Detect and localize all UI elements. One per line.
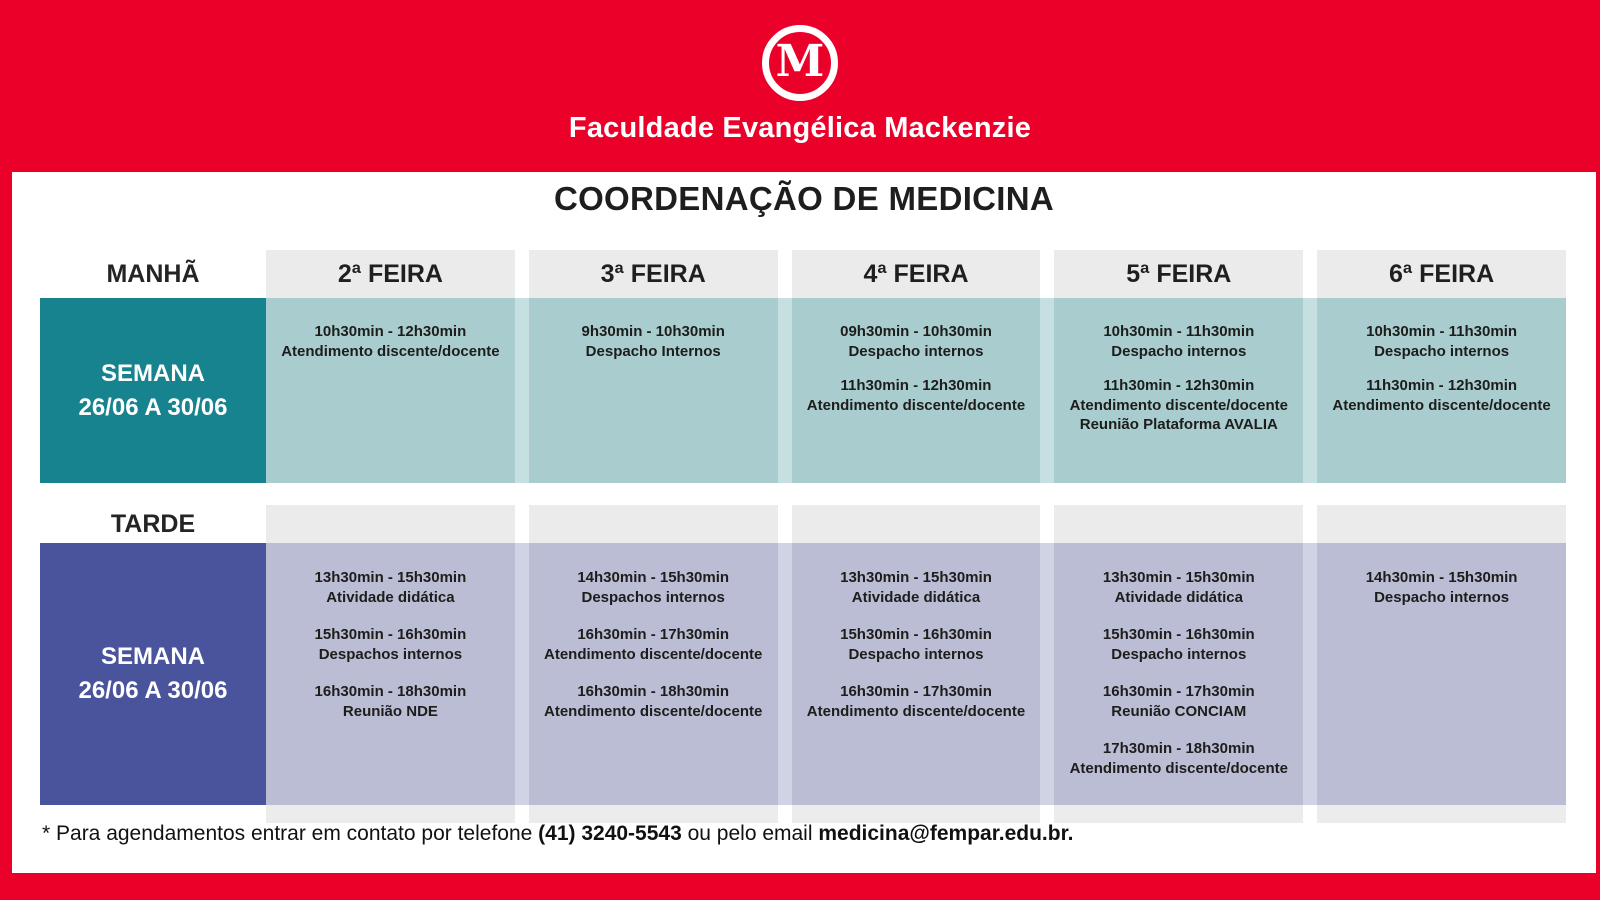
afternoon-header-row xyxy=(40,505,1566,543)
schedule-block xyxy=(266,568,515,607)
activity-label: Atendimento discente/docente xyxy=(544,702,763,720)
mackenzie-logo-icon xyxy=(762,25,838,101)
activity-label: Atendimento discente/docente xyxy=(1069,759,1288,777)
schedule-block xyxy=(266,682,515,721)
schedule-table xyxy=(40,250,1566,823)
empty-footer-strip xyxy=(529,805,778,823)
activity-label: Reunião CONCIAM xyxy=(1111,702,1247,720)
time-range: 15h30min - 16h30min xyxy=(840,626,992,643)
footnote-text: ou pelo email xyxy=(681,822,819,845)
day-header-friday: 6ª FEIRA xyxy=(1317,250,1566,298)
logo-letter: M xyxy=(775,35,825,87)
time-range: 15h30min - 16h30min xyxy=(1102,626,1255,643)
activity-label: Atendimento discente/docente xyxy=(806,702,1026,720)
time-range: 16h30min - 17h30min xyxy=(840,683,992,700)
activity-label: Atendimento discente/docente xyxy=(544,645,763,663)
time-range: 16h30min - 18h30min xyxy=(314,683,467,700)
page-title: COORDENAÇÃO DE MEDICINA xyxy=(553,180,1055,217)
period-label-afternoon: TARDE xyxy=(110,509,196,538)
time-range: 11h30min - 12h30min xyxy=(1103,377,1255,394)
time-range: 14h30min - 15h30min xyxy=(1365,569,1518,586)
institution-name: Faculdade Evangélica Mackenzie xyxy=(568,112,1032,144)
activity-label: Atendimento discente/docente xyxy=(1069,396,1288,414)
schedule-block xyxy=(792,682,1041,721)
schedule-block xyxy=(529,322,778,361)
time-range: 16h30min - 18h30min xyxy=(577,683,730,700)
schedule-cell xyxy=(266,298,515,483)
schedule-block xyxy=(1317,322,1566,361)
activity-label: Atendimento discente/docente xyxy=(281,342,500,360)
time-range: 17h30min - 18h30min xyxy=(1102,740,1255,757)
week-label-line: SEMANA xyxy=(100,359,205,387)
phone-number: (41) 3240-5543 xyxy=(538,822,682,845)
schedule-block xyxy=(792,568,1041,607)
time-range: 10h30min - 11h30min xyxy=(1366,323,1518,340)
empty-label-strip xyxy=(40,805,266,823)
schedule-block xyxy=(1054,682,1303,721)
schedule-cell xyxy=(1303,543,1566,805)
morning-header-row xyxy=(40,250,1566,298)
schedule-cell xyxy=(778,543,1041,805)
activity-label: Despacho internos xyxy=(1374,342,1510,360)
time-range: 13h30min - 15h30min xyxy=(314,569,467,586)
morning-row xyxy=(40,298,1566,483)
schedule-cell xyxy=(778,298,1041,483)
content-panel xyxy=(12,172,1596,873)
empty-footer-strip xyxy=(1317,805,1566,823)
schedule-cell xyxy=(266,543,515,805)
schedule-block xyxy=(1054,625,1303,664)
time-range: 10h30min - 11h30min xyxy=(1103,323,1255,340)
schedule-cell xyxy=(515,543,778,805)
time-range: 14h30min - 15h30min xyxy=(577,569,730,586)
schedule-block xyxy=(529,568,778,607)
activity-label: Atividade didática xyxy=(326,588,455,606)
schedule-block xyxy=(792,376,1041,415)
schedule-block xyxy=(1317,376,1566,415)
footnote-text: * Para agendamentos entrar em contato por telefone xyxy=(42,822,539,845)
empty-header-strip xyxy=(1317,505,1566,543)
schedule-block xyxy=(1054,739,1303,778)
footnote xyxy=(42,822,1073,846)
empty-header-strip xyxy=(792,505,1041,543)
activity-label: Atividade didática xyxy=(851,588,981,606)
activity-label: Reunião Plataforma AVALIA xyxy=(1079,416,1278,433)
bottom-strip-row xyxy=(40,805,1566,823)
day-header-wednesday: 4ª FEIRA xyxy=(792,250,1041,298)
activity-label: Despacho internos xyxy=(848,342,984,360)
empty-header-strip xyxy=(529,505,778,543)
activity-label: Despacho internos xyxy=(1374,588,1510,606)
schedule-cell xyxy=(1040,298,1303,483)
week-label-line: 26/06 A 30/06 xyxy=(78,677,228,704)
empty-footer-strip xyxy=(792,805,1041,823)
activity-label: Atividade didática xyxy=(1114,588,1243,606)
week-label-morning xyxy=(40,298,266,483)
time-range: 11h30min - 12h30min xyxy=(840,377,992,394)
time-range: 13h30min - 15h30min xyxy=(840,569,992,586)
email-address: medicina@fempar.edu.br. xyxy=(818,822,1074,845)
time-range: 09h30min - 10h30min xyxy=(840,323,992,340)
row-spacer xyxy=(40,483,1566,505)
schedule-cell xyxy=(515,298,778,483)
time-range: 16h30min - 17h30min xyxy=(577,626,730,643)
activity-label: Despacho Internos xyxy=(585,342,721,360)
schedule-block xyxy=(529,625,778,664)
activity-label: Despacho internos xyxy=(1111,342,1247,360)
empty-header-strip xyxy=(1054,505,1303,543)
empty-footer-strip xyxy=(266,805,515,823)
day-header-thursday: 5ª FEIRA xyxy=(1054,250,1303,298)
time-range: 15h30min - 16h30min xyxy=(314,626,467,643)
activity-label: Atendimento discente/docente xyxy=(1332,396,1551,414)
day-header-tuesday: 3ª FEIRA xyxy=(529,250,778,298)
activity-label: Atendimento discente/docente xyxy=(806,396,1026,414)
schedule-block xyxy=(1054,568,1303,607)
schedule-block xyxy=(529,682,778,721)
schedule-block xyxy=(1317,568,1566,607)
week-label-line: SEMANA xyxy=(100,643,205,670)
time-range: 9h30min - 10h30min xyxy=(581,323,725,340)
time-range: 16h30min - 17h30min xyxy=(1102,683,1255,700)
afternoon-row xyxy=(40,543,1566,805)
schedule-block xyxy=(266,322,515,361)
activity-label: Despacho internos xyxy=(1111,645,1247,663)
schedule-block xyxy=(1054,322,1303,361)
activity-label: Reunião NDE xyxy=(342,702,438,720)
schedule-block xyxy=(266,625,515,664)
empty-header-strip xyxy=(266,505,515,543)
week-label-line: 26/06 A 30/06 xyxy=(78,393,228,421)
schedule-block xyxy=(792,322,1041,361)
time-range: 10h30min - 12h30min xyxy=(314,323,467,340)
period-label-morning: MANHÃ xyxy=(106,259,200,288)
activity-label: Despacho internos xyxy=(848,645,984,663)
week-label-afternoon xyxy=(40,543,266,805)
activity-label: Despachos internos xyxy=(318,645,463,663)
schedule-block xyxy=(792,625,1041,664)
schedule-block xyxy=(1054,376,1303,435)
activity-label: Despachos internos xyxy=(581,588,725,606)
time-range: 11h30min - 12h30min xyxy=(1366,377,1518,394)
empty-footer-strip xyxy=(1054,805,1303,823)
time-range: 13h30min - 15h30min xyxy=(1102,569,1255,586)
schedule-cell xyxy=(1040,543,1303,805)
schedule-cell xyxy=(1303,298,1566,483)
day-header-monday: 2ª FEIRA xyxy=(266,250,515,298)
